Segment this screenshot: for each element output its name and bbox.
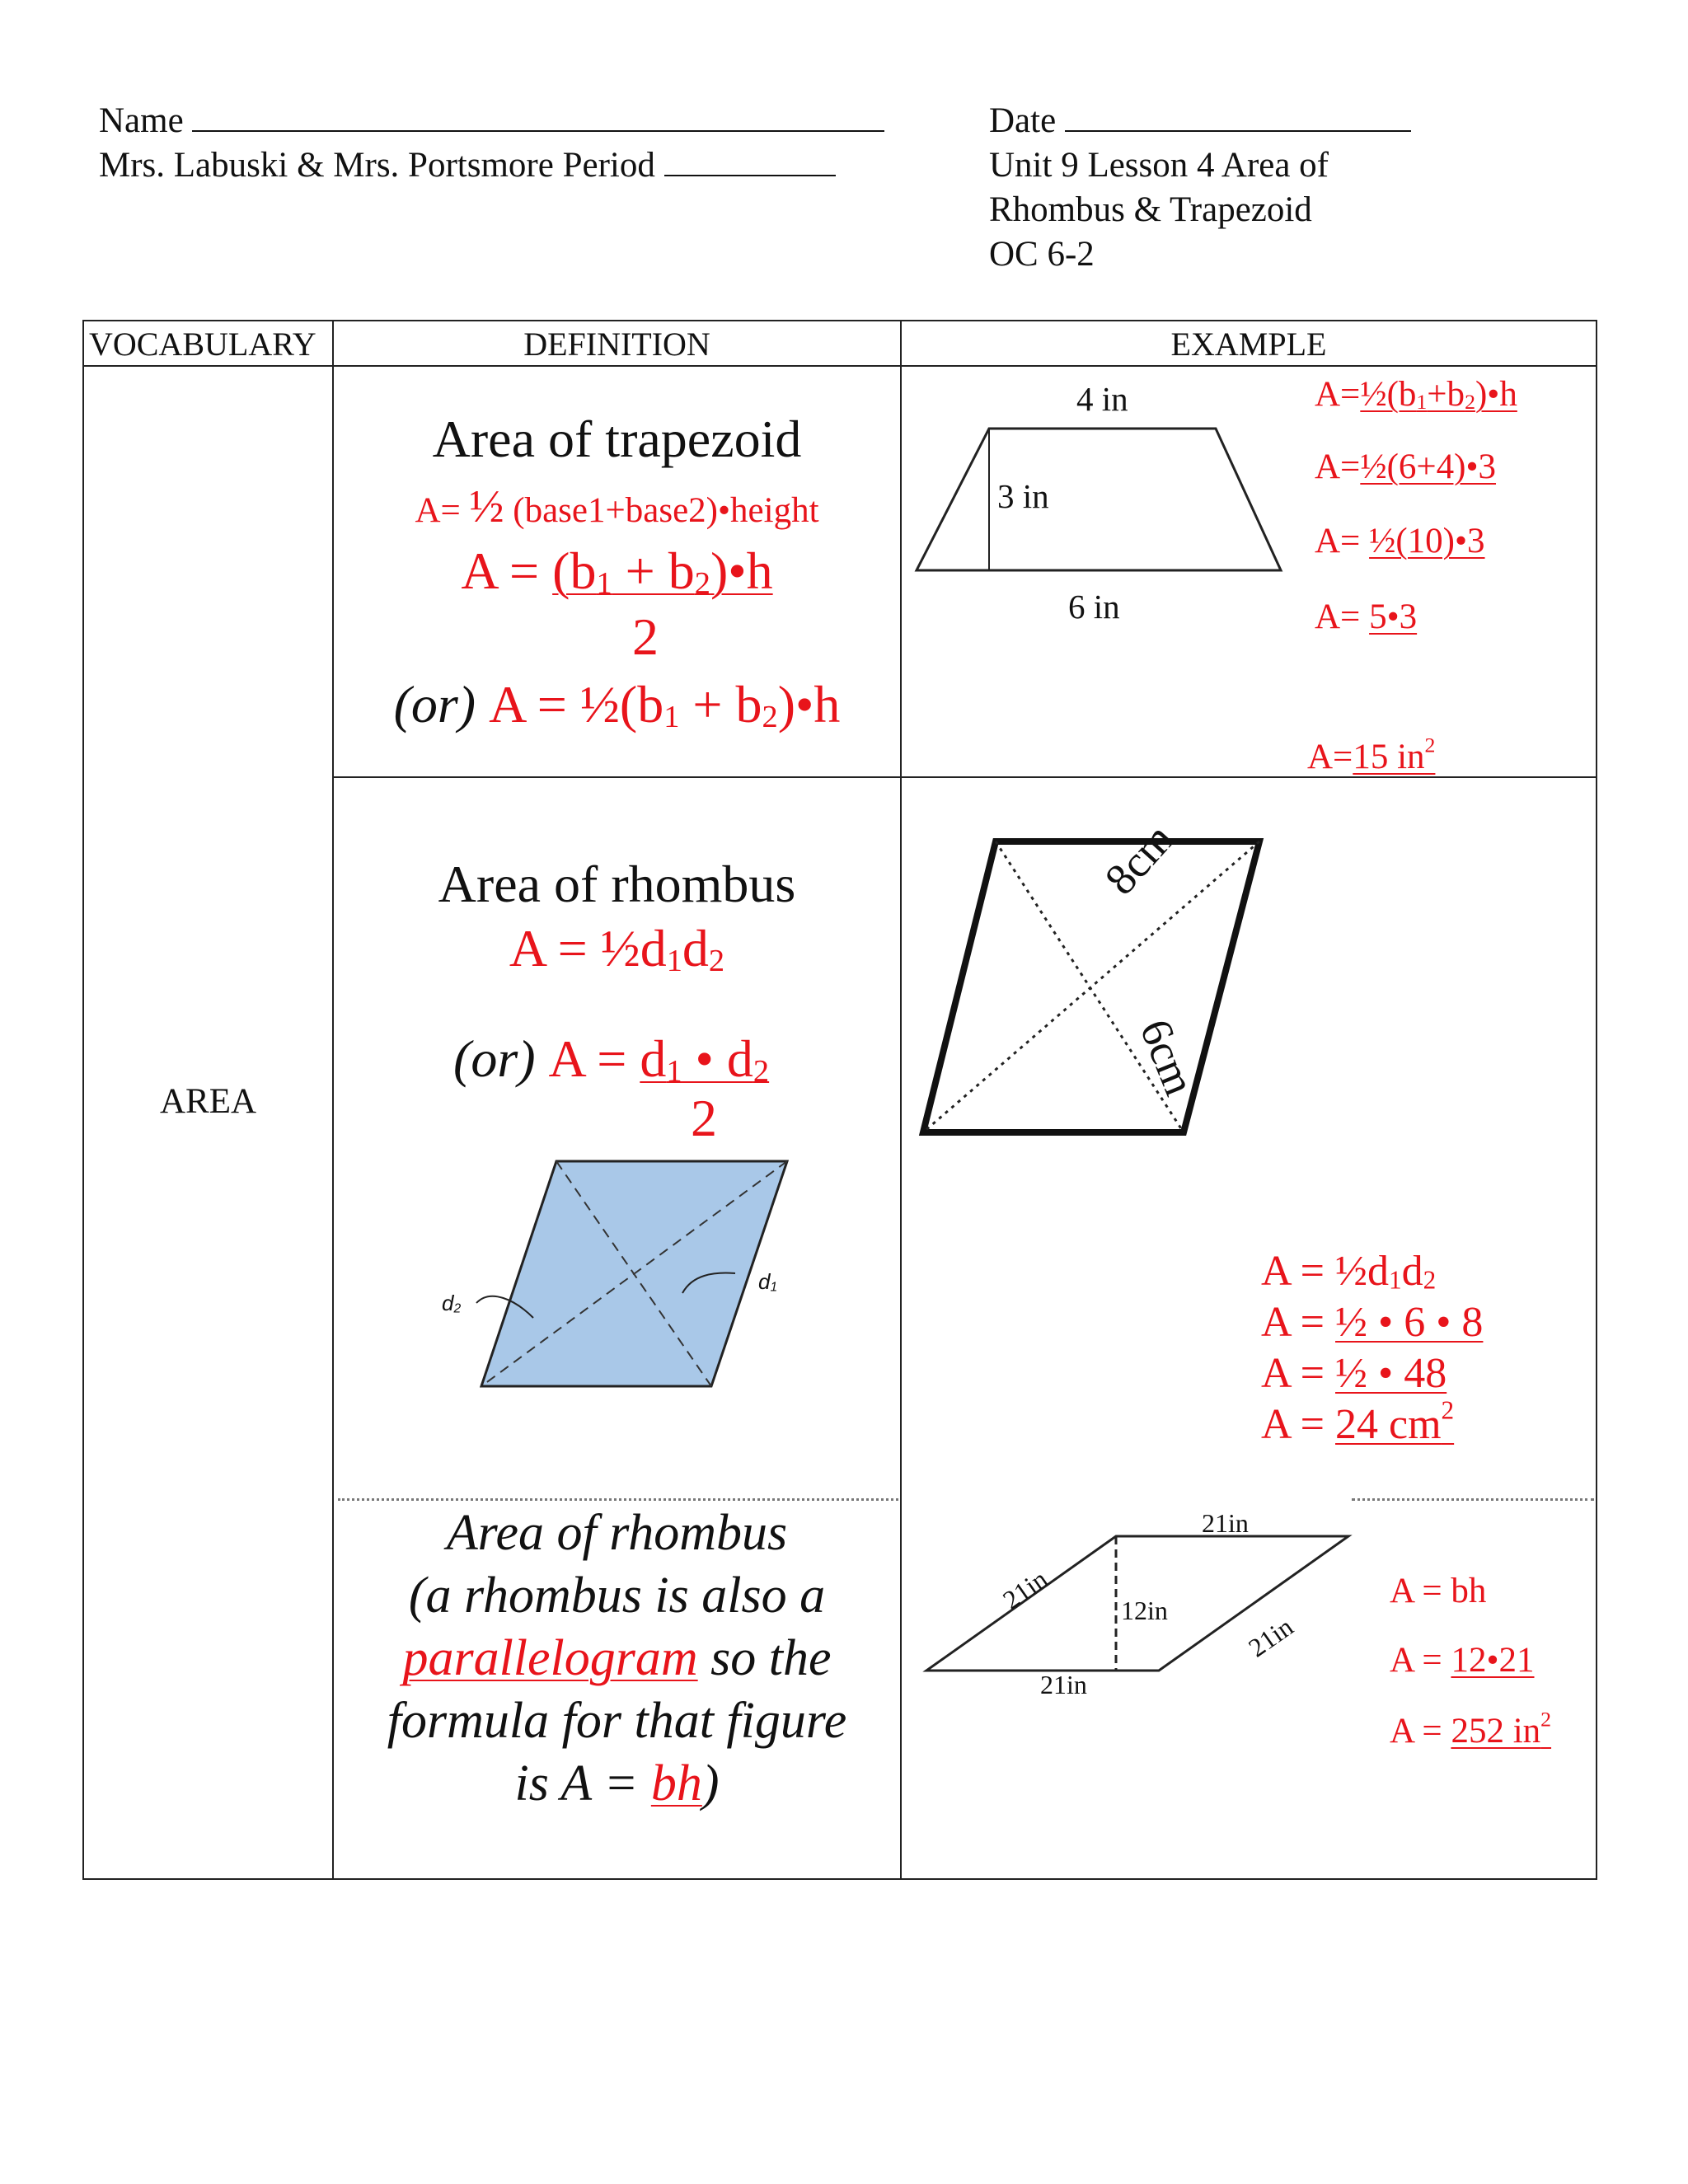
- lesson-title-3: OC 6-2: [989, 235, 1095, 274]
- rhombus-formula-2-denominator: 2: [691, 1089, 717, 1147]
- rh-step1-sub2: 2: [1423, 1265, 1437, 1295]
- trap-f-sub1: 1: [596, 565, 612, 601]
- parallelogram-label-top: 21in: [1202, 1508, 1249, 1538]
- trap-f-close: )•h: [710, 541, 773, 600]
- rh-f1-sub2: 2: [708, 943, 725, 978]
- rhombus-example-diagonal-long: [923, 841, 1259, 1132]
- parallelogram-def-line-5-close: ): [701, 1755, 720, 1811]
- trap-step1-sub1: 1: [1416, 389, 1428, 414]
- rh-step2-value: ½ • 6 • 8: [1335, 1299, 1484, 1346]
- rh-step4-prefix: A =: [1261, 1401, 1336, 1448]
- word-formula-rest: (base1+base2)•height: [504, 491, 819, 530]
- trapezoid-def-title: Area of trapezoid: [432, 410, 802, 468]
- rhombus-example-figure: [902, 824, 1281, 1154]
- rh-step3-prefix: A =: [1261, 1350, 1336, 1397]
- parallelogram-label-left: 21in: [997, 1563, 1053, 1615]
- table-right-border: [1596, 320, 1597, 1880]
- rh-f2-a: A =: [548, 1029, 640, 1088]
- parallelogram-def-line-2: (a rhombus is also a: [408, 1568, 826, 1624]
- parallelogram-def-line-5: [334, 1752, 900, 1815]
- name-line: [99, 99, 884, 143]
- trapezoid-step-2: [1315, 445, 1496, 490]
- rh-label-d1-sub: 1: [770, 1280, 778, 1295]
- trap-step2-prefix: A=: [1315, 448, 1361, 486]
- rhombus-formula-1: [334, 916, 900, 993]
- parallelogram-def-line-3-rest: so the: [697, 1630, 832, 1686]
- trapezoid-step-4: [1315, 595, 1417, 640]
- parallelogram-step-3: [1390, 1709, 1551, 1754]
- rh-f1-a: A = ½d: [509, 919, 667, 977]
- date-label: Date: [989, 101, 1057, 140]
- rh-f2-num-sub2: 2: [753, 1053, 770, 1089]
- rhombus-example-label-6cm: 6cm: [1130, 1012, 1205, 1103]
- trap-step1-value: [1360, 375, 1517, 414]
- dotted-divider-def: [338, 1498, 898, 1501]
- rh-f1-sub1: 1: [666, 943, 682, 978]
- col-header-example: EXAMPLE: [1170, 326, 1327, 363]
- rh-f2-numerator: [640, 1029, 769, 1088]
- date-blank[interactable]: [1065, 101, 1411, 132]
- para-step3-sup: 2: [1540, 1707, 1552, 1732]
- parallelogram-label-bottom: 21in: [1040, 1670, 1087, 1699]
- trap-or-expression: [489, 675, 840, 733]
- para-step3-value: 252 in: [1451, 1712, 1541, 1750]
- trap-or-plus: + b: [679, 675, 762, 733]
- rh-f2-num-dot: • d: [682, 1029, 753, 1088]
- parallelogram-def-line-5-a: is A =: [514, 1755, 651, 1811]
- para-step3-prefix: A =: [1390, 1712, 1451, 1750]
- trap-or-label: (or): [393, 675, 490, 733]
- rh-step1-a: A = ½d: [1261, 1248, 1390, 1295]
- trap-step1-sub2: 2: [1465, 389, 1475, 414]
- trap-step1-b: +b: [1427, 375, 1465, 414]
- rhombus-step-3: [1261, 1348, 1447, 1399]
- teachers-label: Mrs. Labuski & Mrs. Portsmore Period: [99, 146, 655, 185]
- parallelogram-step-1: A = bh: [1390, 1572, 1487, 1610]
- trap-step4-prefix: A=: [1315, 598, 1370, 636]
- table-header-divider: [82, 365, 1597, 367]
- col-header-vocabulary: VOCABULARY: [89, 326, 316, 363]
- dotted-divider-example: [1352, 1498, 1594, 1501]
- trap-or-sub1: 1: [663, 699, 680, 734]
- trap-step2-value: ½(6+4)•3: [1360, 448, 1497, 486]
- rhombus-example-label-8cm: 8cm: [1095, 813, 1184, 904]
- rh-f2-num-a: d: [640, 1029, 667, 1088]
- lesson-title-1: Unit 9 Lesson 4 Area of: [989, 146, 1329, 185]
- trapezoid-result: [1307, 735, 1435, 780]
- trapezoid-or-formula: [334, 673, 900, 749]
- name-label: Name: [99, 101, 184, 140]
- trap-result-value: 15 in: [1353, 738, 1425, 776]
- trap-f-b1: (b: [552, 541, 597, 600]
- lesson-title-2: Rhombus & Trapezoid: [989, 190, 1312, 229]
- rhombus-label-d2: [442, 1291, 461, 1316]
- rhombus-label-d1: [758, 1269, 777, 1295]
- trap-f-plus: + b: [612, 541, 695, 600]
- trap-or-sub2: 2: [762, 699, 778, 734]
- parallelogram-label-height: 12in: [1121, 1596, 1168, 1625]
- trap-result-value-wrap: [1353, 733, 1436, 776]
- para-step2-prefix: A =: [1390, 1641, 1451, 1680]
- trapezoid-label-top: 4 in: [1076, 380, 1128, 418]
- rh-step3-value: ½ • 48: [1335, 1350, 1447, 1397]
- trapezoid-shape: [917, 429, 1281, 570]
- rh-step4-value: 24 cm: [1335, 1401, 1442, 1448]
- parallelogram-term: parallelogram: [402, 1630, 698, 1686]
- row-label-area: AREA: [159, 1082, 257, 1121]
- rh-step4-sup: 2: [1441, 1395, 1455, 1425]
- trapezoid-fraction-denominator: 2: [632, 607, 659, 666]
- parallelogram-def-line-1: Area of rhombus: [446, 1505, 788, 1561]
- trapezoid-label-height: 3 in: [997, 477, 1049, 515]
- trap-step3-value: ½(10)•3: [1369, 522, 1485, 560]
- parallelogram-formula-bh: bh: [650, 1755, 702, 1811]
- trap-step1-prefix: A=: [1315, 375, 1361, 414]
- trap-result-prefix: A=: [1307, 738, 1353, 776]
- rh-f2-num-sub1: 1: [666, 1053, 682, 1089]
- rh-or-label: (or): [453, 1029, 549, 1088]
- trap-step1-c: )•h: [1475, 375, 1517, 414]
- trapezoid-label-bottom: 6 in: [1068, 588, 1120, 626]
- word-formula-half: ½: [469, 481, 504, 532]
- rh-label-d2-sub: 2: [453, 1301, 462, 1316]
- para-step3-value-wrap: [1451, 1707, 1552, 1750]
- name-blank[interactable]: [192, 101, 884, 132]
- rh-f1-b: d: [682, 919, 709, 977]
- col-header-definition: DEFINITION: [523, 326, 710, 363]
- trap-f-numerator: [552, 541, 773, 600]
- trap-f-sub2: 2: [694, 565, 710, 601]
- rhombus-step-4: [1261, 1395, 1455, 1451]
- rhombus-def-title: Area of rhombus: [438, 855, 796, 913]
- parallelogram-def-line-3: [334, 1627, 900, 1690]
- trapezoid-step-3: [1315, 519, 1485, 564]
- table-top-border: [82, 320, 1597, 321]
- trapezoid-step-1: [1315, 373, 1517, 424]
- date-line: [989, 99, 1411, 143]
- word-formula-prefix: A=: [415, 491, 470, 530]
- table-bottom-border: [82, 1878, 1597, 1880]
- teacher-period-line: [99, 143, 836, 188]
- parallelogram-step-2: [1390, 1638, 1535, 1683]
- parallelogram-label-right: 21in: [1243, 1611, 1299, 1663]
- trap-result-sup: 2: [1424, 733, 1436, 757]
- rh-label-d1: d: [758, 1269, 771, 1294]
- rhombus-step-2: [1261, 1297, 1483, 1348]
- period-blank[interactable]: [664, 145, 836, 176]
- trap-step1-a: ½(b: [1360, 375, 1417, 414]
- trap-step3-prefix: A=: [1315, 522, 1370, 560]
- trap-or-close: )•h: [777, 675, 841, 733]
- rh-step2-prefix: A =: [1261, 1299, 1336, 1346]
- rhombus-diagram: [429, 1141, 808, 1405]
- trap-step4-value: 5•3: [1369, 598, 1418, 636]
- parallelogram-def-line-4: formula for that figure: [387, 1693, 847, 1749]
- para-step2-value: 12•21: [1451, 1641, 1535, 1680]
- rh-step1-b: d: [1401, 1248, 1423, 1295]
- rh-label-d2: d: [442, 1291, 454, 1315]
- rh-step1-sub1: 1: [1389, 1265, 1402, 1295]
- trap-f-A: A =: [461, 541, 553, 600]
- rh-step4-value-wrap: [1335, 1395, 1455, 1448]
- trapezoid-fraction-formula: [334, 539, 900, 616]
- trapezoid-word-formula: [334, 481, 900, 533]
- trap-or-A: A = ½(b: [489, 675, 664, 733]
- rhombus-formula-2: [453, 1027, 769, 1104]
